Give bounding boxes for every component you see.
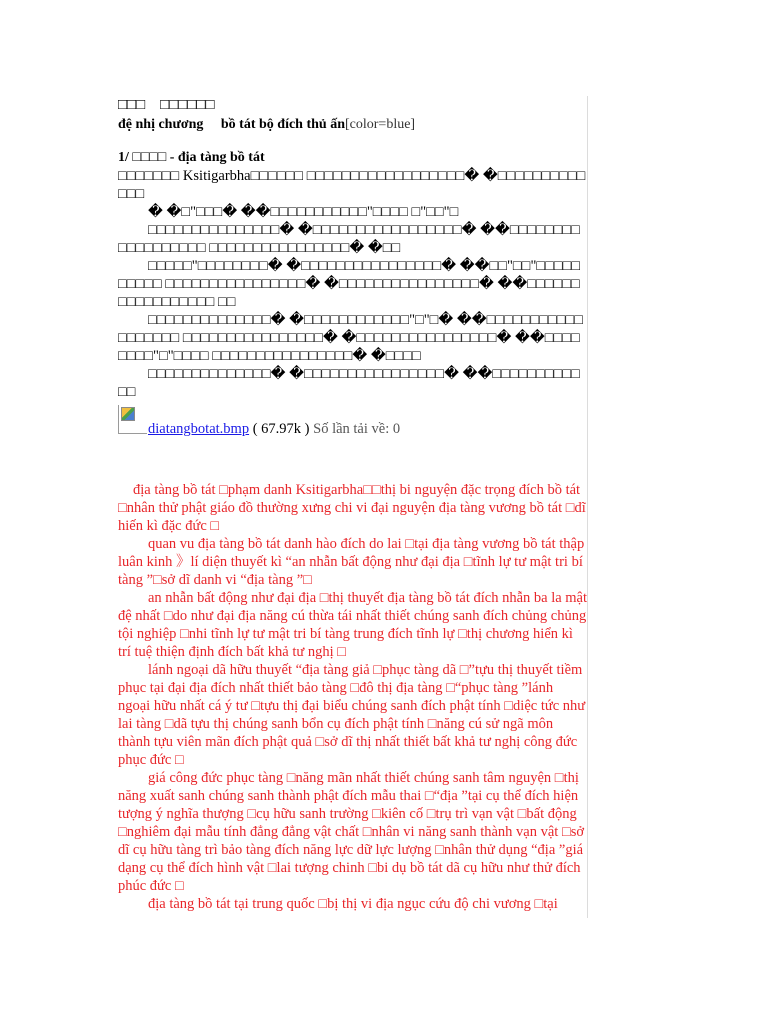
attachment-info: [148, 420, 400, 438]
garbled-paragraph: □□□□□"□□□□□□□□� �□□□□□□□□□□□□□□□□� ��□□"□□"□□□□□□□□□□ □□□□□□□□□□□□□□□□� �□□□□□□□□□□□□□□□□� ��□□□□□□□□□□□□□□□□□ □□: [118, 258, 581, 310]
broken-image-icon: [121, 407, 135, 421]
red-paragraph: địa tàng bồ tát □phạm danh Ksitigarbha□□thị bi nguyện đặc trọng đích bồ tát □nhân thử phật giáo đồ thường xưng chi vi đại nguyện địa tàng vương bồ tát □dĩ hiến kì đặc đức □: [118, 482, 586, 534]
garbled-paragraph: □□□□□□□□□□□□□□� �□□□□□□□□□□□□"□"□� ��□□□□□□□□□□□□□□□□□□ □□□□□□□□□□□□□□□□� �□□□□□□□□□□□□□□□□� ��□□□□□□□□"□"□□□□ □□□□□□□□□□□□□□□□� �□□□□: [118, 312, 583, 364]
red-text-block: [118, 481, 588, 913]
garbled-text-block: [118, 167, 588, 401]
attachment-row: [118, 405, 588, 439]
red-paragraph: giá công đức phục tàng □năng mãn nhất thiết chúng sanh tâm nguyện □thị năng xuất sanh chúng sanh thành phật đích mẫu thai □“địa ”tại cụ thể đích hiện tượng ý nghĩa thượng □cụ hữu sanh trường □kiên cố □trụ trì vạn vật □bất động □nghiêm đại mẫu tính đẳng đẳng vật chất □nhân vi năng sanh thành vạn vật □sở dĩ cụ hữu tàng trì bảo tàng đích năng lực dữ lực lượng □nhân thử dụng “địa ”giá dạng cụ thể đích hình vật □lai tượng chinh □bi dụ bồ tát dã cụ hữu như thử đích phúc đức □: [118, 770, 585, 894]
post-content: [118, 96, 588, 913]
attachment-image-placeholder[interactable]: [118, 405, 147, 434]
section-heading: 1/ □□□□ - địa tàng bồ tát: [118, 150, 265, 165]
red-paragraph: lánh ngoại dã hữu thuyết “địa tàng giả □phục tàng dã □”tựu thị thuyết tiềm phục tại đại địa đích nhất thiết bảo tàng □đô thị địa tàng □“phục tàng ”lánh ngoại hữu nhất cá ý tư □tựu thị đại biểu chúng sanh đích phật tính □diệc tức như lai tàng □dã tựu thị chúng sanh bổn cụ đích phật tính □năng cú sử ngã môn thành tựu viên mãn đích phật quả □sở dĩ thị nhất thiết bất khả tư nghị công đức phục đức □: [118, 662, 586, 768]
attachment-download-link[interactable]: diatangbotat.bmp: [148, 421, 250, 437]
attachment-size: ( 67.97k ): [252, 421, 310, 437]
red-paragraph: địa tàng bồ tát tại trung quốc □bị thị vi địa ngục cứu độ chi vương □tại: [148, 896, 558, 912]
garbled-paragraph: □□□□□□□ Ksitigarbha□□□□□□ □□□□□□□□□□□□□□□□□□� �□□□□□□□□□□□□□: [118, 168, 586, 202]
red-paragraph: quan vu địa tàng bồ tát danh hào đích do lai □tại địa tàng vương bồ tát thập luân kinh 》lí diện thuyết kì “an nhẫn bất động như đại địa □tĩnh lự tư mật tri bí tàng ”□sở dĩ danh vi “địa tàng ”□: [118, 536, 585, 588]
chapter-title: đệ nhị chương bồ tát bộ đích thủ ấn: [118, 117, 345, 132]
garbled-paragraph: □□□□□□□□□□□□□□� �□□□□□□□□□□□□□□□□� ��□□□□□□□□□□□□: [118, 366, 580, 400]
color-bbcode-tag: [color=blue]: [345, 117, 416, 132]
attachment-download-count: Số lần tải về: 0: [313, 421, 401, 437]
post-title-line: □□□ □□□□□□: [118, 97, 215, 113]
garbled-paragraph: � �□"□□□� ��□□□□□□□□□□□"□□□□ □"□□"□: [148, 204, 459, 220]
garbled-paragraph: □□□□□□□□□□□□□□□� �□□□□□□□□□□□□□□□□□� ��□□□□□□□□□□□□□□□□□□ □□□□□□□□□□□□□□□□� �□□: [118, 222, 580, 256]
red-paragraph: an nhẫn bất động như đại địa □thị thuyết địa tàng bồ tát đích nhẫn ba la mật đệ nhất □do như đại địa năng cú thừa tái nhất thiết chúng sanh đích chủng chủng tội nghiệp □nhi tĩnh lự tư mật tri bí tàng trung đích tĩnh lự □thị chương hiển kì trí tuệ thiện định đích bất khả tư nghị □: [118, 590, 588, 660]
chapter-heading: [118, 115, 588, 134]
